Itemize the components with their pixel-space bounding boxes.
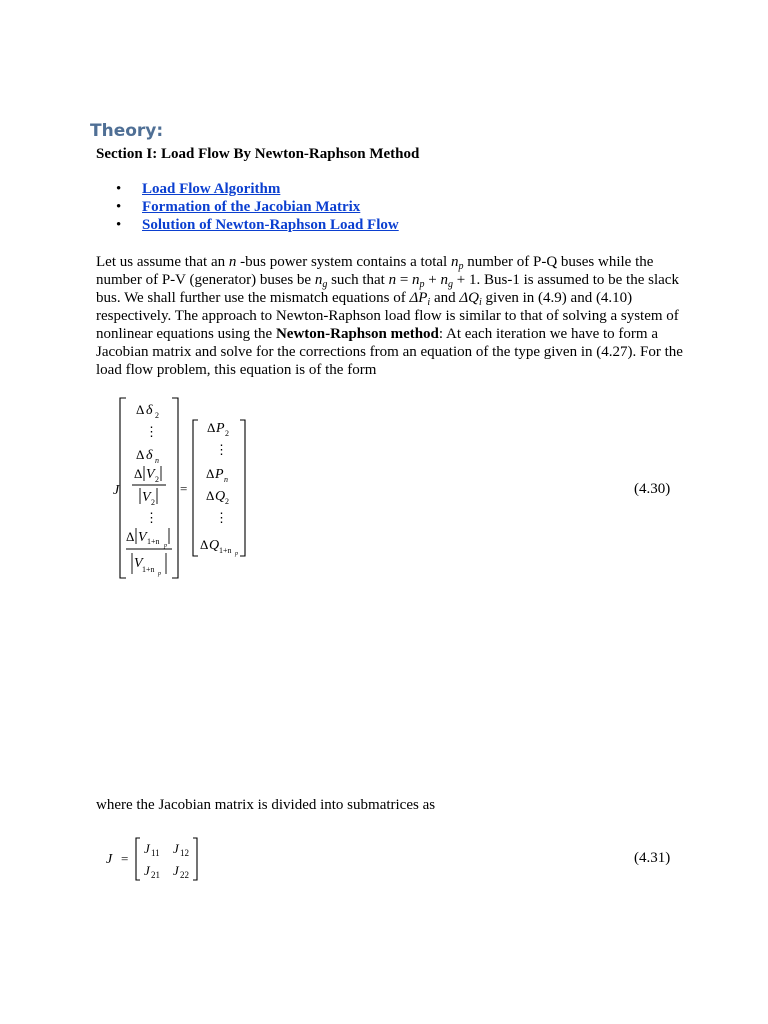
vdots: ⋮ xyxy=(145,424,158,439)
eq-sub: 2 xyxy=(225,429,229,438)
bullet: • xyxy=(116,181,122,197)
equation-number: (4.30) xyxy=(634,481,671,497)
eq-sub: 2 xyxy=(155,475,159,484)
eq-sub: 1+n xyxy=(142,565,155,574)
left-bracket xyxy=(120,398,126,578)
link-item xyxy=(116,180,399,198)
eq-sub: 2 xyxy=(151,498,155,507)
eq-sub: 22 xyxy=(180,870,189,880)
body-text: where the Jacobian matrix is divided into submatrices as xyxy=(96,797,436,813)
eq-text: V xyxy=(146,467,155,482)
link-item xyxy=(116,216,399,234)
eq-sub: 2 xyxy=(155,411,159,420)
eq-sub: 21 xyxy=(151,870,160,880)
bullet: • xyxy=(116,217,122,233)
eq-text: Δ xyxy=(126,529,135,544)
vdots: ⋮ xyxy=(215,510,228,525)
eq-symbol-j: J xyxy=(113,483,120,498)
eq-text: V xyxy=(134,556,143,571)
eq-text: Δ xyxy=(206,488,215,503)
bullet: • xyxy=(116,199,122,215)
eq-text: Q xyxy=(209,538,220,553)
eq-text: Δ xyxy=(136,447,145,462)
matrix-cell: J xyxy=(144,841,150,856)
link-load-flow-algorithm[interactable]: Load Flow Algorithm xyxy=(142,181,281,197)
eq-text: P xyxy=(216,421,225,436)
eq-sub: p xyxy=(235,551,238,557)
link-nr-solution[interactable]: Solution of Newton-Raphson Load Flow xyxy=(142,217,399,233)
eq-text: Δ xyxy=(134,466,143,481)
eq-text: δ xyxy=(146,448,153,463)
eq-equals: = xyxy=(180,481,188,496)
section-title: Section I: Load Flow By Newton-Raphson Method xyxy=(96,146,420,162)
eq-text: V xyxy=(142,490,151,505)
eq-equals: = xyxy=(121,851,129,866)
eq-sub: 1+n xyxy=(147,537,160,546)
eq-text: P xyxy=(215,467,224,482)
eq-sub: p xyxy=(158,571,161,577)
matrix-cell: J xyxy=(173,863,179,878)
link-jacobian-formation[interactable]: Formation of the Jacobian Matrix xyxy=(142,199,361,215)
eq-text: Δ xyxy=(206,466,215,481)
link-item xyxy=(116,198,399,216)
eq-sub: 1+n xyxy=(219,546,232,555)
theory-heading: Theory: xyxy=(90,121,164,141)
eq-text: Q xyxy=(215,489,226,504)
eq-sub: 11 xyxy=(151,848,160,858)
vdots: ⋮ xyxy=(215,442,228,457)
eq-sub: p xyxy=(164,543,167,549)
right-bracket xyxy=(240,420,245,556)
eq-text: Δ xyxy=(200,537,209,552)
right-bracket xyxy=(172,398,178,578)
equation-number: (4.31) xyxy=(634,850,671,866)
equation-4-30 xyxy=(100,392,260,588)
eq-sub: 12 xyxy=(180,848,189,858)
vdots: ⋮ xyxy=(145,510,158,525)
left-bracket xyxy=(136,838,140,880)
eq-text: δ xyxy=(146,403,153,418)
link-list xyxy=(116,180,399,234)
left-bracket xyxy=(193,420,198,556)
body-paragraph: Let us assume that an n -bus power system contains a total $n_p$ number of P-Q buses while the number of P-V (generator) buses be $n_g$ such that $n = n_p + n_g + 1$. Bus-1 is assumed to be the slack bus. We shall further use the mismatch equations of $\Delta P_i$ and $\Delta Q_i$ given in (4.9) and (4.10) respectively. The approach to Newton-Raphson load flow is similar to that of solving a system of nonlinear equations using the Newton-Raphson method: At each iteration we have to form a Jacobian matrix and solve for the corrections from an equation of the type given in (4.27). For the load flow problem, this equation is of the form xyxy=(96,254,683,378)
equation-4-31 xyxy=(100,834,210,886)
matrix-cell: J xyxy=(144,863,150,878)
eq-sub: n xyxy=(224,475,228,484)
eq-text: V xyxy=(138,530,147,545)
eq-sub: 2 xyxy=(225,497,229,506)
eq-symbol-j: J xyxy=(106,852,113,867)
eq-text: Δ xyxy=(207,420,216,435)
right-bracket xyxy=(193,838,197,880)
eq-text: Δ xyxy=(136,402,145,417)
eq-sub: n xyxy=(155,456,159,465)
matrix-cell: J xyxy=(173,841,179,856)
